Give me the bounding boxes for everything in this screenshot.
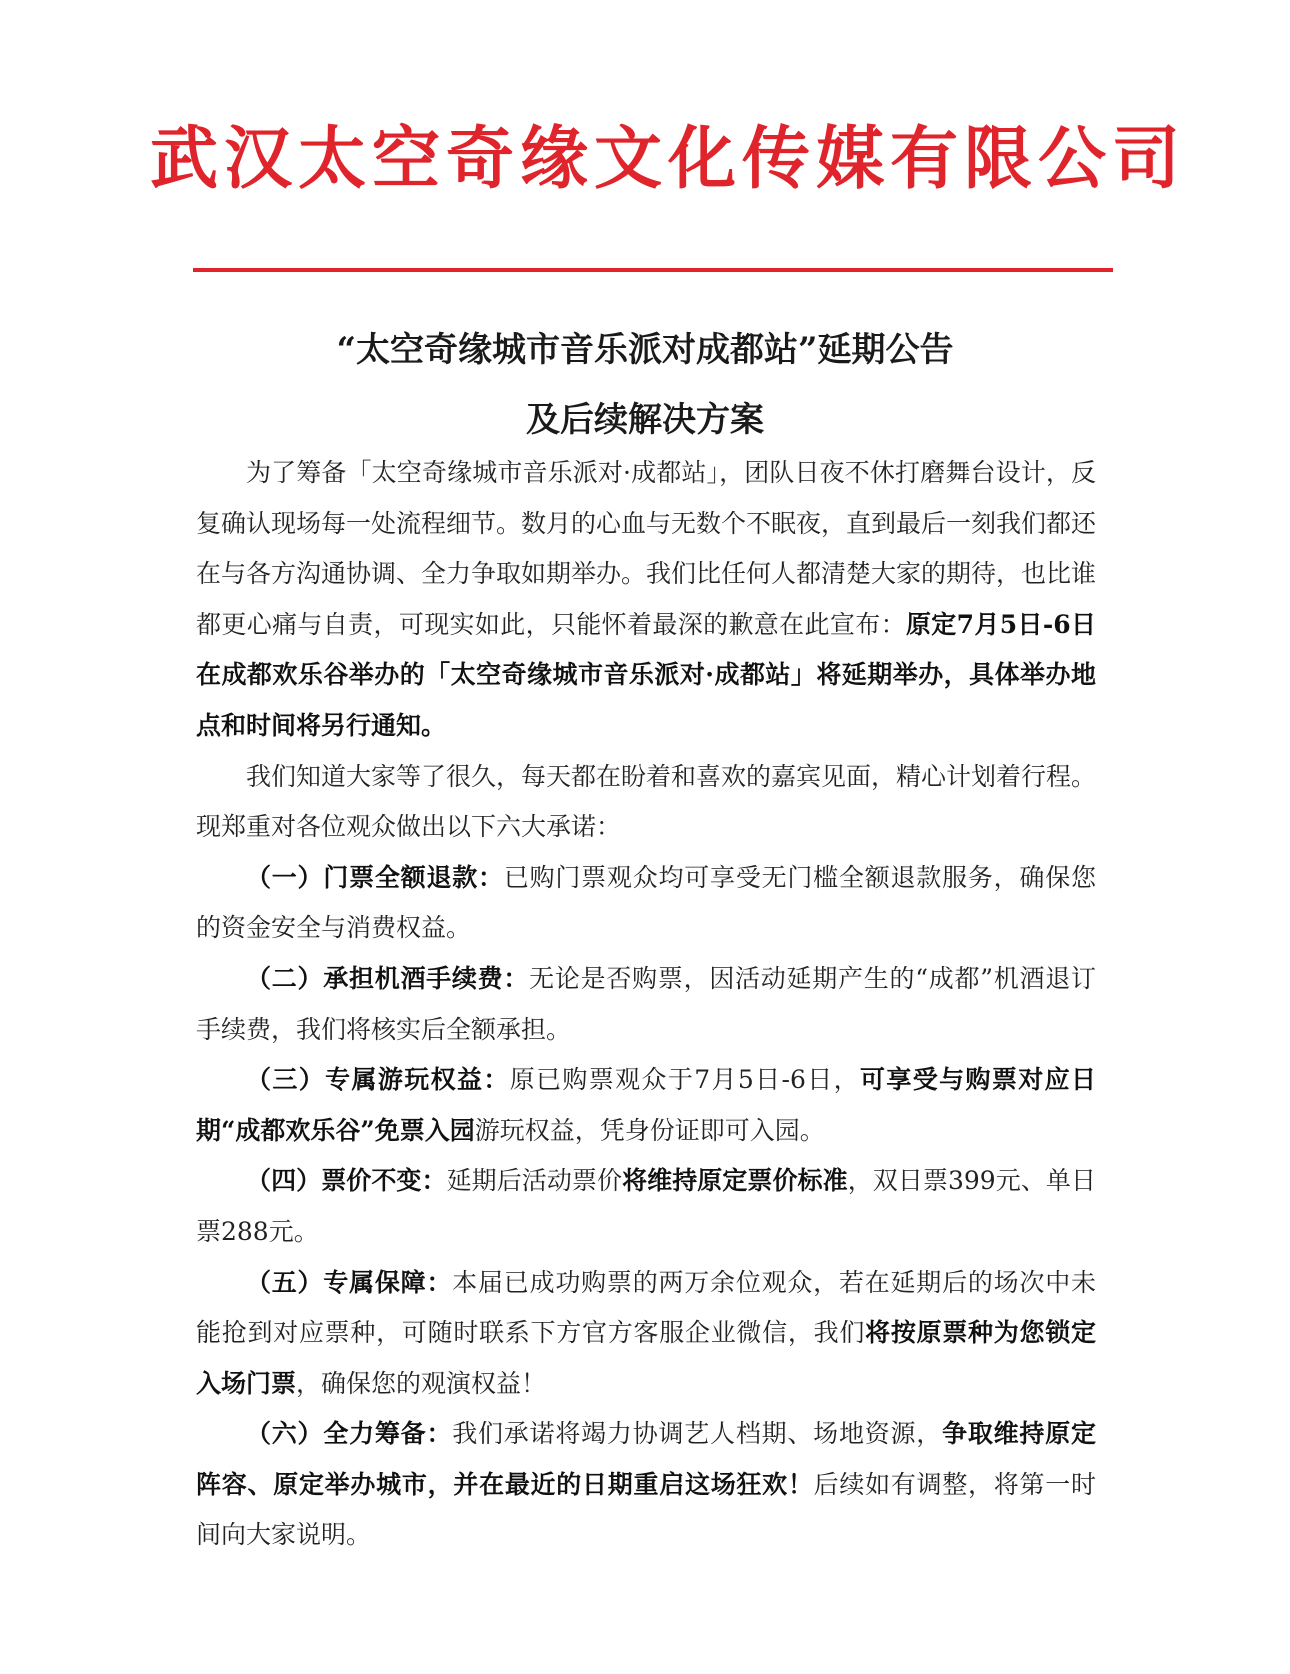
commitment-text-after: 后续如有调整，将第一时间向大家说明。 [196, 1469, 1096, 1550]
commitment-item-5 [196, 1258, 1096, 1410]
commitment-highlight: 可享受与购票对应日期“成都欢乐谷”免票入园 [196, 1065, 1096, 1145]
commitment-text: 本届已成功购票的两万余位观众，若在延期后的场次中未能抢到对应票种，可随时联系下方官方客服企业微信，我们 [196, 1267, 1096, 1348]
letterhead-divider [193, 268, 1113, 272]
commitment-text: 原已购票观众于7月5日-6日， [509, 1065, 861, 1095]
notice-subtitle: 及后续解决方案 [526, 400, 764, 440]
commitment-highlight: 争取维持原定阵容、原定举办城市，并在最近的日期重启这场狂欢！ [196, 1419, 1096, 1499]
commitment-highlight: 将按原票种为您锁定入场门票 [196, 1318, 1096, 1398]
commitment-text-after: ，双日票399元、单日票288元。 [196, 1166, 1096, 1246]
commitment-label: （六）全力筹备： [246, 1419, 453, 1449]
commitment-item-3 [196, 1055, 1096, 1156]
commitment-item-1 [196, 853, 1096, 954]
commitment-label: （四）票价不变： [246, 1166, 447, 1196]
commitment-text: 已购门票观众均可享受无门槛全额退款服务，确保您的资金安全与消费权益。 [196, 862, 1096, 943]
paragraph-commitments-intro: 我们知道大家等了很久，每天都在盼着和喜欢的嘉宾见面，精心计划着行程。现郑重对各位观众做出以下六大承诺： [196, 761, 1097, 842]
commitment-text-after: ，确保您的观演权益！ [296, 1368, 547, 1398]
commitment-text-after: 游玩权益，凭身份证即可入园。 [474, 1115, 825, 1145]
commitment-label: （一）门票全额退款： [246, 862, 504, 892]
commitment-item-6 [196, 1409, 1096, 1561]
paragraph-intro-text: 为了筹备「太空奇缘城市音乐派对·成都站」，团队日夜不休打磨舞台设计，反复确认现场每一处流程细节。数月的心血与无数个不眠夜，直到最后一刻我们都还在与各方沟通协调、全力争取如期举办。我们比任何人都清楚大家的期待，也比谁都更心痛与自责，可现实如此，只能怀着最深的歉意在此宣布： [196, 458, 1097, 639]
commitment-highlight: 将维持原定票价标准 [622, 1166, 848, 1196]
company-letterhead: 武汉太空奇缘文化传媒有限公司 [150, 120, 1187, 199]
commitment-label: （五）专属保障： [246, 1267, 453, 1297]
paragraph-intro [196, 448, 1096, 752]
commitment-text: 延期后活动票价 [446, 1166, 623, 1196]
notice-title: “太空奇缘城市音乐派对成都站”延期公告 [336, 330, 954, 370]
commitment-text: 我们承诺将竭力协调艺人档期、场地资源， [452, 1419, 943, 1449]
notice-body [196, 448, 1096, 1561]
commitment-label: （三）专属游玩权益： [246, 1065, 510, 1095]
commitment-item-2 [196, 954, 1096, 1055]
commitment-text: 无论是否购票，因活动延期产生的“成都”机酒退订手续费，我们将核实后全额承担。 [196, 963, 1096, 1044]
commitment-item-4 [196, 1156, 1096, 1257]
commitment-label: （二）承担机酒手续费： [246, 963, 530, 993]
postponement-statement: 原定7月5日-6日在成都欢乐谷举办的「太空奇缘城市音乐派对·成都站」将延期举办，具体举办地点和时间将另行通知。 [196, 609, 1096, 740]
